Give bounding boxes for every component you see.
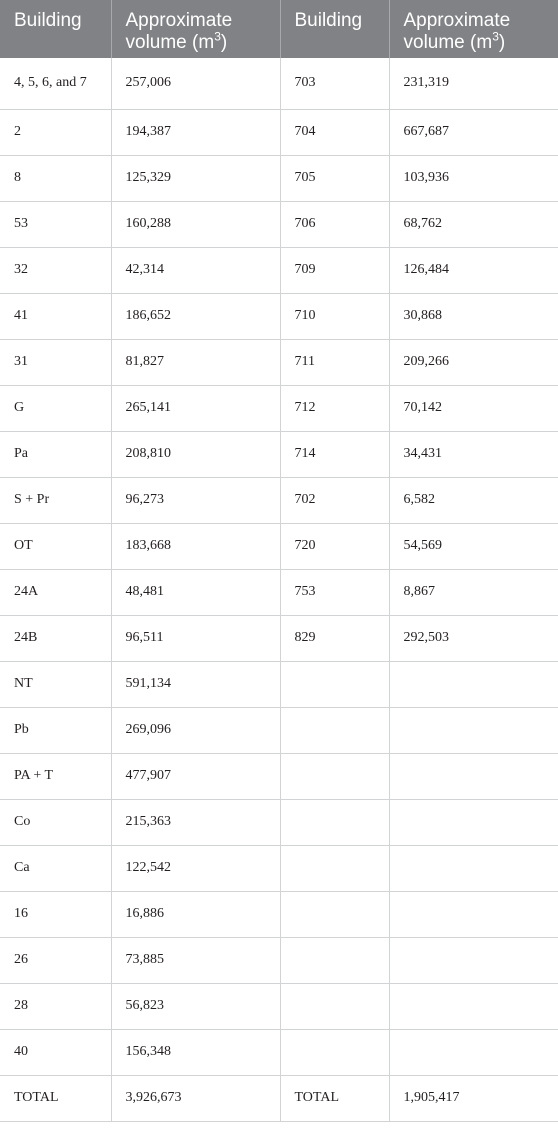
cell-building-right xyxy=(280,937,389,983)
cell-volume-right: 68,762 xyxy=(389,201,558,247)
cell-volume-left: 257,006 xyxy=(111,58,280,109)
cell-building-right: 702 xyxy=(280,477,389,523)
header-building-left xyxy=(0,0,111,58)
cell-building-right: 710 xyxy=(280,293,389,339)
cell-volume-right: 1,905,417 xyxy=(389,1075,558,1121)
cell-volume-left: 160,288 xyxy=(111,201,280,247)
table-row xyxy=(0,293,558,339)
header-volume-left xyxy=(111,0,280,58)
cell-volume-left: 591,134 xyxy=(111,661,280,707)
cell-volume-left: 48,481 xyxy=(111,569,280,615)
table-row xyxy=(0,569,558,615)
cell-building-right: 829 xyxy=(280,615,389,661)
header-building-left-label: Building xyxy=(14,10,82,31)
cell-building-left: 31 xyxy=(0,339,111,385)
cell-volume-right: 34,431 xyxy=(389,431,558,477)
table-row xyxy=(0,58,558,109)
header-row xyxy=(0,0,558,58)
cell-volume-right xyxy=(389,891,558,937)
table-row xyxy=(0,155,558,201)
table-row xyxy=(0,1075,558,1121)
cell-volume-right xyxy=(389,983,558,1029)
cell-building-right: 704 xyxy=(280,109,389,155)
cell-building-right: 712 xyxy=(280,385,389,431)
cell-building-left: TOTAL xyxy=(0,1075,111,1121)
table-header xyxy=(0,0,558,58)
table-row xyxy=(0,431,558,477)
table-row xyxy=(0,661,558,707)
table-row xyxy=(0,983,558,1029)
cell-volume-left: 3,926,673 xyxy=(111,1075,280,1121)
cell-building-right: 714 xyxy=(280,431,389,477)
cell-volume-left: 215,363 xyxy=(111,799,280,845)
cell-building-right xyxy=(280,753,389,799)
cell-volume-left: 56,823 xyxy=(111,983,280,1029)
cell-volume-left: 73,885 xyxy=(111,937,280,983)
cell-building-right: 711 xyxy=(280,339,389,385)
cell-building-left: 53 xyxy=(0,201,111,247)
cell-building-left: 16 xyxy=(0,891,111,937)
table-body xyxy=(0,58,558,1121)
cell-building-left: 41 xyxy=(0,293,111,339)
table-row xyxy=(0,753,558,799)
cell-building-right xyxy=(280,799,389,845)
cell-volume-right: 209,266 xyxy=(389,339,558,385)
cell-volume-right xyxy=(389,1029,558,1075)
cell-building-left: Co xyxy=(0,799,111,845)
cell-volume-right xyxy=(389,753,558,799)
cell-building-left: PA + T xyxy=(0,753,111,799)
table-row xyxy=(0,523,558,569)
cell-volume-left: 16,886 xyxy=(111,891,280,937)
table-row xyxy=(0,891,558,937)
cell-volume-left: 186,652 xyxy=(111,293,280,339)
table-row xyxy=(0,799,558,845)
table-row xyxy=(0,385,558,431)
cell-building-right xyxy=(280,891,389,937)
cell-building-left: 24B xyxy=(0,615,111,661)
table-row xyxy=(0,339,558,385)
table-row xyxy=(0,109,558,155)
cell-building-right: TOTAL xyxy=(280,1075,389,1121)
cell-building-left: Pa xyxy=(0,431,111,477)
cell-building-right xyxy=(280,707,389,753)
cell-building-left: G xyxy=(0,385,111,431)
cell-building-left: NT xyxy=(0,661,111,707)
cell-building-right: 720 xyxy=(280,523,389,569)
cell-volume-right: 667,687 xyxy=(389,109,558,155)
cell-building-left: 28 xyxy=(0,983,111,1029)
cell-building-right: 703 xyxy=(280,58,389,109)
cell-volume-right xyxy=(389,937,558,983)
cell-volume-left: 269,096 xyxy=(111,707,280,753)
cell-building-left: S + Pr xyxy=(0,477,111,523)
cell-volume-right xyxy=(389,707,558,753)
header-volume-right-label: Approximate volume (m xyxy=(403,10,511,53)
cell-building-right xyxy=(280,983,389,1029)
cell-volume-right: 231,319 xyxy=(389,58,558,109)
header-volume-right-sup: 3 xyxy=(492,29,499,44)
cell-volume-left: 156,348 xyxy=(111,1029,280,1075)
cell-building-right xyxy=(280,661,389,707)
cell-volume-right: 70,142 xyxy=(389,385,558,431)
table-row xyxy=(0,201,558,247)
cell-building-left: 40 xyxy=(0,1029,111,1075)
table-row xyxy=(0,1029,558,1075)
table-row xyxy=(0,707,558,753)
table-row xyxy=(0,477,558,523)
cell-volume-left: 96,511 xyxy=(111,615,280,661)
cell-volume-right: 292,503 xyxy=(389,615,558,661)
header-volume-right xyxy=(389,0,558,58)
cell-volume-right xyxy=(389,799,558,845)
cell-volume-right: 103,936 xyxy=(389,155,558,201)
header-volume-left-label: Approximate volume (m xyxy=(125,10,233,53)
table-row xyxy=(0,845,558,891)
cell-volume-left: 208,810 xyxy=(111,431,280,477)
header-volume-left-close: ) xyxy=(220,32,228,53)
cell-building-left: Pb xyxy=(0,707,111,753)
cell-volume-left: 183,668 xyxy=(111,523,280,569)
cell-volume-left: 265,141 xyxy=(111,385,280,431)
header-volume-left-sup: 3 xyxy=(214,29,221,44)
table-row xyxy=(0,937,558,983)
header-building-right xyxy=(280,0,389,58)
table-row xyxy=(0,615,558,661)
cell-building-left: 8 xyxy=(0,155,111,201)
cell-building-left: 2 xyxy=(0,109,111,155)
cell-building-left: 26 xyxy=(0,937,111,983)
cell-building-left: OT xyxy=(0,523,111,569)
cell-volume-left: 477,907 xyxy=(111,753,280,799)
cell-building-left: Ca xyxy=(0,845,111,891)
cell-volume-left: 122,542 xyxy=(111,845,280,891)
cell-building-left: 24A xyxy=(0,569,111,615)
cell-volume-right: 126,484 xyxy=(389,247,558,293)
cell-volume-right xyxy=(389,661,558,707)
cell-building-right: 705 xyxy=(280,155,389,201)
cell-volume-left: 194,387 xyxy=(111,109,280,155)
table-row xyxy=(0,247,558,293)
cell-building-right: 709 xyxy=(280,247,389,293)
cell-volume-left: 81,827 xyxy=(111,339,280,385)
cell-volume-right: 6,582 xyxy=(389,477,558,523)
header-volume-right-close: ) xyxy=(498,32,506,53)
cell-volume-right: 54,569 xyxy=(389,523,558,569)
cell-building-right: 753 xyxy=(280,569,389,615)
cell-volume-right xyxy=(389,845,558,891)
cell-building-right: 706 xyxy=(280,201,389,247)
cell-building-right xyxy=(280,845,389,891)
cell-volume-right: 30,868 xyxy=(389,293,558,339)
cell-volume-left: 96,273 xyxy=(111,477,280,523)
header-building-right-label: Building xyxy=(294,10,363,31)
cell-building-right xyxy=(280,1029,389,1075)
cell-volume-left: 125,329 xyxy=(111,155,280,201)
cell-building-left: 32 xyxy=(0,247,111,293)
cell-volume-right: 8,867 xyxy=(389,569,558,615)
cell-building-left: 4, 5, 6, and 7 xyxy=(0,58,111,109)
cell-volume-left: 42,314 xyxy=(111,247,280,293)
